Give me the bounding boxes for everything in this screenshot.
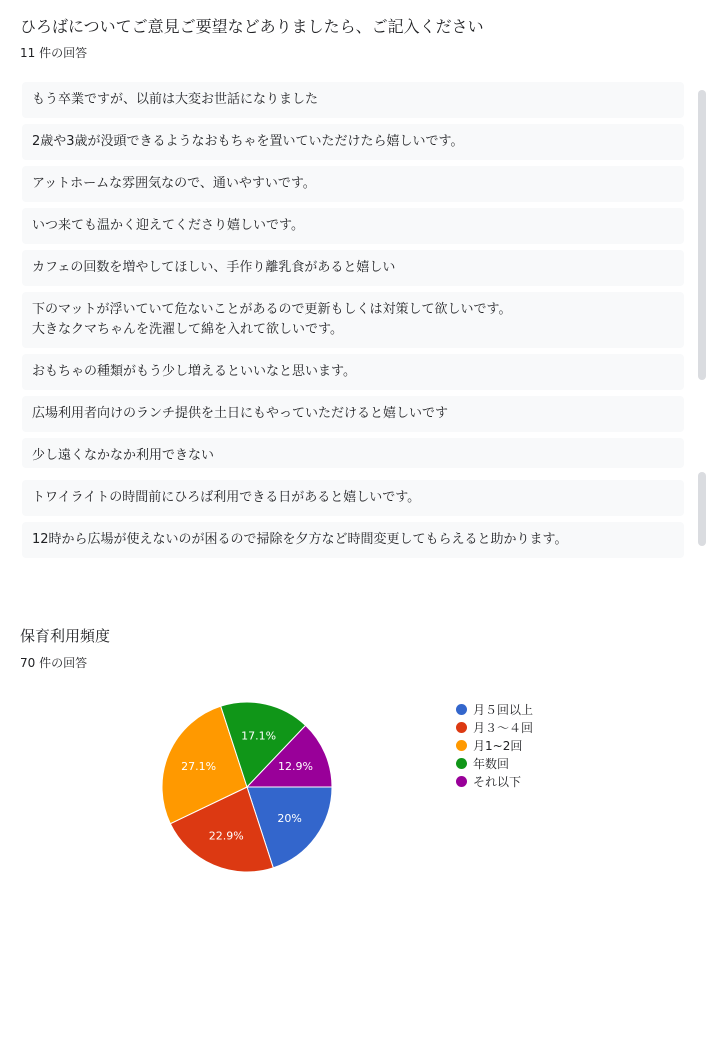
legend-swatch xyxy=(456,758,467,769)
list-item: いつ来ても温かく迎えてくださり嬉しいです。 xyxy=(22,208,684,244)
legend-item[interactable] xyxy=(456,754,533,772)
pie-label-4: 12.9% xyxy=(277,760,313,774)
legend-item[interactable] xyxy=(456,772,533,790)
frequency-response-count: 70 件の回答 xyxy=(20,656,88,670)
comments-title: ひろばについてご意見ご要望などありましたら、ご記入ください xyxy=(20,17,484,36)
legend-item[interactable] xyxy=(456,700,533,718)
list-item: カフェの回数を増やしてほしい、手作り離乳食があると嬉しい xyxy=(22,250,684,286)
chart-legend xyxy=(456,700,533,790)
legend-label: 年数回 xyxy=(473,756,510,771)
list-item: もう卒業ですが、以前は大変お世話になりました xyxy=(22,82,684,118)
comments-response-count: 11 件の回答 xyxy=(20,46,88,60)
list-item: 広場利用者向けのランチ提供を土日にもやっていただけると嬉しいです xyxy=(22,396,684,432)
list-item: アットホームな雰囲気なので、通いやすいです。 xyxy=(22,166,684,202)
pie-label-0: 20% xyxy=(277,811,302,825)
legend-label: それ以下 xyxy=(473,774,522,789)
list-item: おもちゃの種類がもう少し増えるといいなと思います。 xyxy=(22,354,684,390)
legend-item[interactable] xyxy=(456,736,533,754)
list-item: 2歳や3歳が没頭できるようなおもちゃを置いていただけたら嬉しいです。 xyxy=(22,124,684,160)
frequency-title: 保育利用頻度 xyxy=(20,627,111,645)
legend-swatch xyxy=(456,776,467,787)
list-item: 下のマットが浮いていて危ないことがあるので更新もしくは対策して欲しいです。 大きなクマちゃんを洗濯して綿を入れて欲しいです。 xyxy=(22,292,684,348)
legend-label: 月５回以上 xyxy=(473,702,534,717)
legend-label: 月３～４回 xyxy=(473,720,534,735)
scrollbar[interactable] xyxy=(698,90,706,380)
list-item: 少し遠くなかなか利用できない xyxy=(22,438,684,468)
list-item: 12時から広場が使えないのが困るので掃除を夕方など時間変更してもらえると助かります。 xyxy=(22,522,684,558)
comments-list[interactable] xyxy=(22,82,684,564)
pie-label-1: 22.9% xyxy=(208,829,244,843)
pie-label-2: 27.1% xyxy=(181,760,217,774)
legend-swatch xyxy=(456,722,467,733)
pie-label-3: 17.1% xyxy=(241,729,277,743)
legend-label: 月1~2回 xyxy=(473,738,523,753)
legend-swatch xyxy=(456,740,467,751)
list-item: トワイライトの時間前にひろば利用できる日があると嬉しいです。 xyxy=(22,480,684,516)
legend-swatch xyxy=(456,704,467,715)
legend-item[interactable] xyxy=(456,718,533,736)
pie-chart xyxy=(150,690,350,890)
scrollbar[interactable] xyxy=(698,472,706,546)
